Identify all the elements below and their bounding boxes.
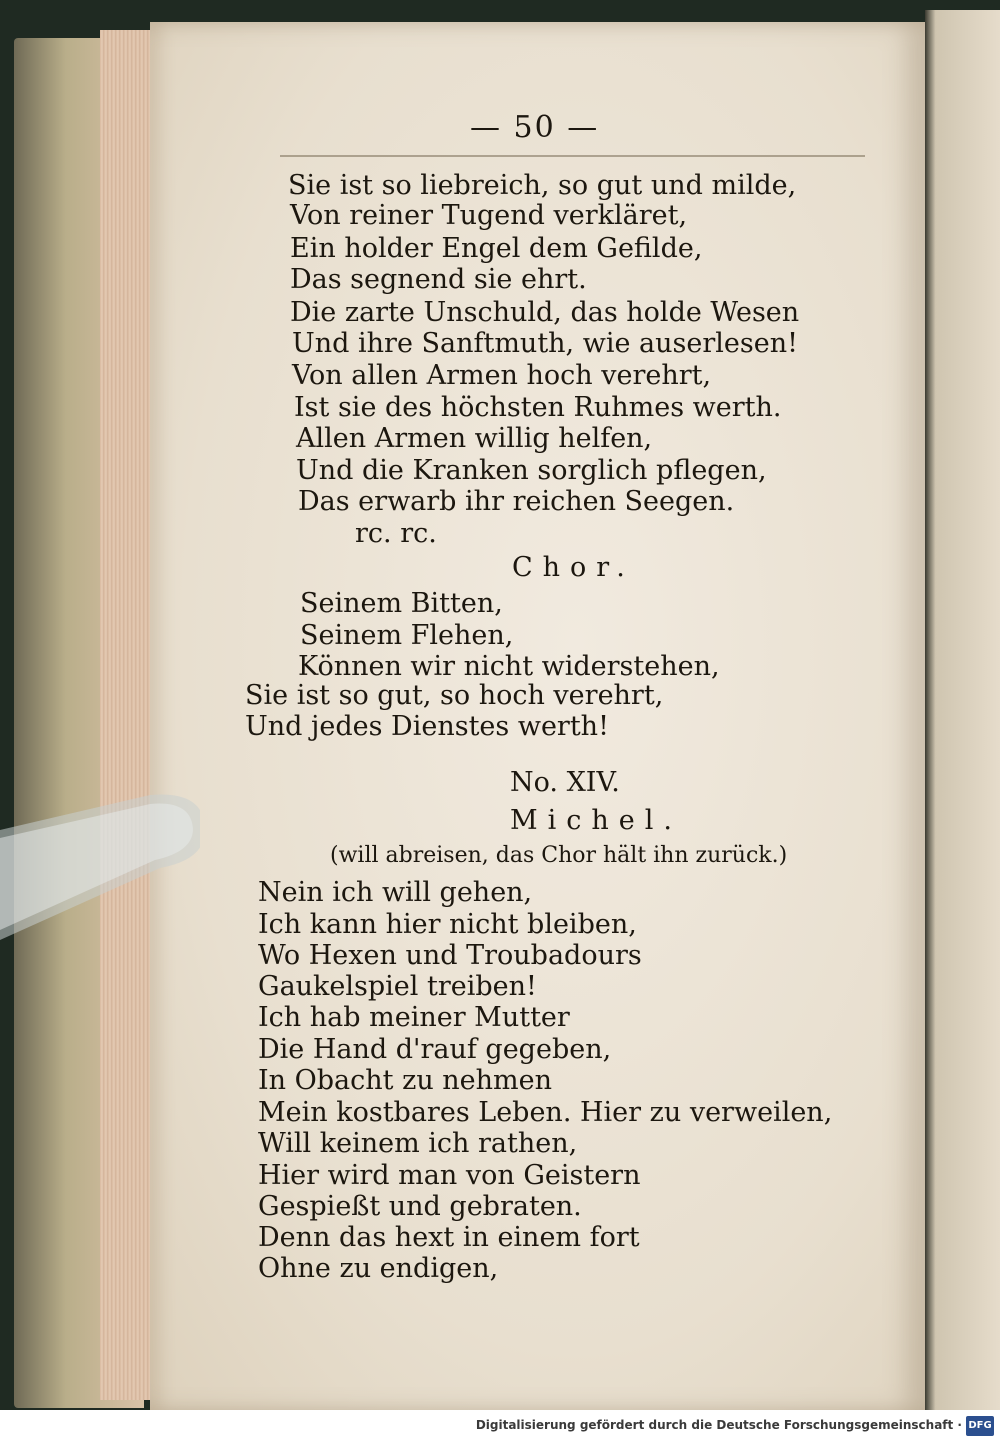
- footer-credit: Digitalisierung gefördert durch die Deutsche Forschungsgemeinschaft ·: [475, 1418, 962, 1432]
- verse-line: Und ihre Sanftmuth, wie auserlesen!: [292, 328, 798, 359]
- footer-bar: [0, 1410, 1000, 1444]
- chor-heading: Chor.: [512, 552, 635, 583]
- verse-line: rc. rc.: [355, 518, 437, 549]
- verse-line: Und jedes Dienstes werth!: [245, 711, 609, 742]
- facing-page-edge: [925, 10, 1000, 1415]
- verse-line: Will keinem ich rathen,: [258, 1128, 578, 1159]
- verse-line: Das segnend sie ehrt.: [290, 264, 587, 295]
- verse-line: Ich kann hier nicht bleiben,: [258, 909, 637, 940]
- verse-line: Ein holder Engel dem Gefilde,: [290, 233, 703, 264]
- verse-line: Ist sie des höchsten Ruhmes werth.: [294, 392, 782, 423]
- dfg-logo: DFG: [966, 1416, 994, 1436]
- verse-line: Nein ich will gehen,: [258, 877, 533, 908]
- verse-line: Wo Hexen und Troubadours: [258, 940, 642, 971]
- verse-line: Können wir nicht widerstehen,: [298, 651, 720, 682]
- verse-line: Ich hab meiner Mutter: [258, 1002, 570, 1033]
- verse-line: In Obacht zu nehmen: [258, 1065, 553, 1096]
- verse-line: Sie ist so gut, so hoch verehrt,: [245, 680, 664, 711]
- verse-line: Hier wird man von Geistern: [258, 1160, 641, 1191]
- verse-line: Sie ist so liebreich, so gut und milde,: [288, 170, 797, 201]
- header-rule: [280, 155, 865, 157]
- verse-line: Seinem Bitten,: [300, 588, 503, 619]
- speaker-name: Michel.: [510, 805, 682, 836]
- verse-line: Gespießt und gebraten.: [258, 1191, 582, 1222]
- verse-line: Von allen Armen hoch verehrt,: [292, 360, 712, 391]
- verse-line: Die Hand d'rauf gegeben,: [258, 1034, 612, 1065]
- verse-line: Das erwarb ihr reichen Seegen.: [298, 486, 735, 517]
- verse-line: Und die Kranken sorglich pflegen,: [296, 455, 767, 486]
- page-number: — 50 —: [470, 110, 600, 145]
- verse-line: Die zarte Unschuld, das holde Wesen: [290, 297, 800, 328]
- number-heading: No. XIV.: [510, 767, 620, 798]
- verse-line: Ohne zu endigen,: [258, 1253, 499, 1284]
- stage-direction: (will abreisen, das Chor hält ihn zurück.): [330, 843, 788, 868]
- verse-line: Denn das hext in einem fort: [258, 1222, 640, 1253]
- verse-line: Seinem Flehen,: [300, 620, 514, 651]
- verse-line: Gaukelspiel treiben!: [258, 971, 537, 1002]
- verse-line: Allen Armen willig helfen,: [296, 423, 653, 454]
- verse-line: Von reiner Tugend verkläret,: [290, 200, 688, 231]
- verse-line: Mein kostbares Leben. Hier zu verweilen,: [258, 1097, 833, 1128]
